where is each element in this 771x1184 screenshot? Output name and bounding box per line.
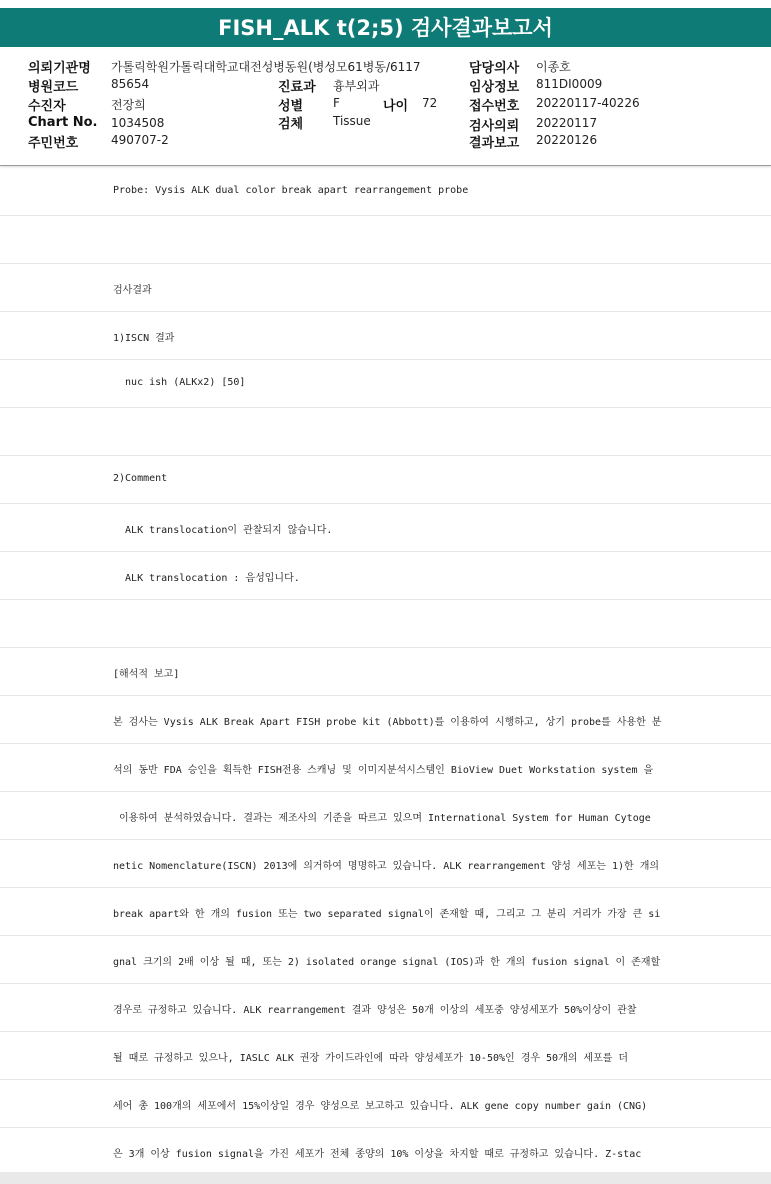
report-title: FISH_ALK t(2;5) 검사결과보고서 [0,8,771,47]
report-date-label: 결과보고 [469,136,520,151]
report-body [0,168,771,1175]
receipt-number-label: 접수번호 [469,99,520,114]
institution-value: 가톨릭학원가톨릭대학교대전성병동원(병성모61병동/6117 [111,60,421,74]
report-line [0,312,771,360]
chart-number-label: Chart No. [28,115,98,130]
department-value: 흉부외과 [333,79,380,93]
specimen-value: Tissue [333,114,371,128]
report-line [0,504,771,552]
clinical-info-value: 811DI0009 [536,77,603,91]
report-line-text: 세어 총 100개의 세포에서 15%이상일 경우 양성으로 보고하고 있습니다. ALK gene copy number gain (CNG) [113,1101,648,1112]
report-line-text: 경우로 규정하고 있습니다. ALK rearrangement 결과 양성은 50개 이상의 세포중 양성세포가 50%이상이 관찰 [113,1005,637,1016]
report-line-text: 석의 동반 FDA 승인을 획득한 FISH전용 스캐닝 및 이미지분석시스템인 BioView Duet Workstation system 을 [113,765,654,776]
report-line-text: ALK translocation : 음성입니다. [113,573,300,584]
report-line-text: netic Nomenclature(ISCN) 2013에 의거하여 명명하고 있습니다. ALK rearrangement 양성 세포는 1)한 개의 [113,861,660,872]
report-line [0,408,771,456]
doctor-value: 이종호 [536,60,571,74]
resident-number-value: 490707-2 [111,133,169,147]
report-line-text: Probe: Vysis ALK dual color break apart rearrangement probe [113,185,469,196]
report-line-text: 2)Comment [113,473,168,484]
report-line-text: [해석적 보고] [113,669,180,680]
report-line [0,984,771,1032]
recipient-value: 전장희 [111,98,146,112]
recipient-label: 수진자 [28,99,66,114]
request-date-label: 검사의뢰 [469,119,520,134]
report-line [0,168,771,216]
hospital-code-value: 85654 [111,77,150,91]
sex-value: F [333,96,340,110]
report-line [0,600,771,648]
hospital-code-label: 병원코드 [28,80,79,95]
specimen-label: 검체 [278,117,304,132]
doctor-label: 담당의사 [469,61,520,76]
scroll-edge [0,1172,771,1184]
report-line [0,840,771,888]
age-label: 나이 [383,99,409,114]
report-line-text: ALK translocation이 관찰되지 않습니다. [113,525,333,536]
report-line [0,792,771,840]
report-line-text: break apart와 한 개의 fusion 또는 two separated signal이 존재할 때, 그리고 그 분리 거리가 가장 큰 si [113,909,661,920]
age-value: 72 [422,96,438,110]
report-line-text: 은 3개 이상 fusion signal을 가진 세포가 전체 종양의 10% 이상을 차지할 때로 규정하고 있습니다. Z-stac [113,1149,642,1160]
report-line [0,888,771,936]
report-line-text: gnal 크기의 2배 이상 될 때, 또는 2) isolated orange signal (IOS)과 한 개의 fusion signal 이 존재할 [113,957,661,968]
report-line-text: 1)ISCN 결과 [113,333,175,344]
sex-label: 성별 [278,99,304,114]
report-date-value: 20220126 [536,133,598,147]
receipt-number-value: 20220117-40226 [536,96,640,110]
institution-label: 의뢰기관명 [28,61,91,76]
chart-number-value: 1034508 [111,116,165,130]
department-label: 진료과 [278,80,316,95]
report-line [0,456,771,504]
report-line [0,696,771,744]
request-date-value: 20220117 [536,116,598,130]
report-line [0,1080,771,1128]
report-line [0,744,771,792]
report-line [0,360,771,408]
report-line [0,1032,771,1080]
report-line-text: nuc ish (ALKx2) [50] [113,377,246,388]
clinical-info-label: 임상정보 [469,80,520,95]
report-line [0,216,771,264]
report-line [0,552,771,600]
report-line-text: 검사결과 [113,285,152,296]
report-line [0,264,771,312]
report-line-text: 이용하여 분석하였습니다. 결과는 제조사의 기준을 따르고 있으며 International System for Human Cytoge [113,813,651,824]
resident-number-label: 주민번호 [28,136,79,151]
patient-info-panel [0,49,771,166]
report-line [0,936,771,984]
report-line-text: 본 검사는 Vysis ALK Break Apart FISH probe kit (Abbott)를 이용하여 시행하고, 상기 probe를 사용한 분 [113,717,662,728]
report-line [0,648,771,696]
report-line [0,1128,771,1175]
report-line-text: 될 때로 규정하고 있으나, IASLC ALK 권장 가이드라인에 따라 양성세포가 10-50%인 경우 50개의 세포를 더 [113,1053,629,1064]
